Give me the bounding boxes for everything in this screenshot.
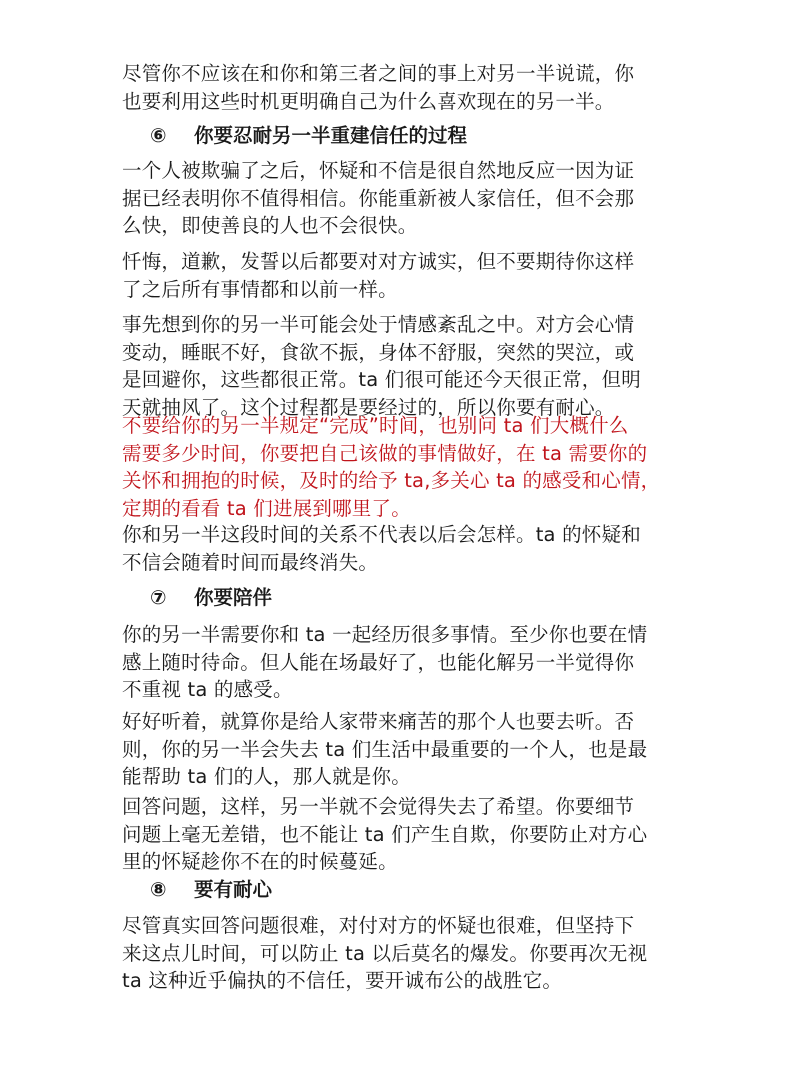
paragraph-trust-rebuild [122, 157, 682, 240]
text-line: 不信会随着时间而最终消失。 [122, 550, 379, 574]
text-line: 需要多少时间，你要把自己该做的事情做好，在 ta 需要你的 [122, 441, 648, 465]
section-number: ⑧ [150, 878, 167, 901]
text-line: 也要利用这些时机更明确自己为什么喜欢现在的另一半。 [122, 89, 615, 113]
section-title: 你要忍耐另一半重建信任的过程 [194, 124, 468, 147]
text-line: 忏悔，道歉，发誓以后都要对对方诚实，但不要期待你这样 [122, 250, 635, 273]
section-title: 要有耐心 [194, 878, 273, 901]
paragraph-accompany [122, 621, 682, 704]
text-line: 你的另一半需要你和 ta 一起经历很多事情。至少你也要在情 [122, 623, 648, 646]
text-line: 好好听着，就算你是给人家带来痛苦的那个人也要去听。否 [122, 710, 635, 733]
paragraph-relationship [122, 521, 682, 576]
text-line: 么快，即使善良的人也不会很快。 [122, 214, 418, 237]
section-heading-7 [150, 584, 272, 612]
text-line: 尽管你不应该在和你和第三者之间的事上对另一半说谎，你 [122, 62, 635, 85]
text-line: 变动，睡眠不好，食欲不振，身体不舒服，突然的哭泣，或 [122, 340, 635, 364]
text-line: 定期的看看 ta 们进展到哪里了。 [122, 496, 411, 520]
section-title: 你要陪伴 [194, 586, 273, 609]
paragraph-emotional-turmoil [122, 311, 682, 421]
text-line: 是回避你，这些都很正常。ta 们很可能还今天很正常，但明 [122, 368, 641, 391]
text-line: 事先想到你的另一半可能会处于情感紊乱之中。对方会心情 [122, 313, 635, 336]
text-line: ta 这种近乎偏执的不信任，要开诚布公的战胜它。 [122, 969, 563, 992]
text-line: 了之后所有事情都和以前一样。 [122, 277, 398, 301]
text-line: 据已经表明你不值得相信。你能重新被人家信任，但不会那 [122, 186, 635, 210]
text-line: 不要给你的另一半规定“完成”时间，也别问 ta 们大概什么 [122, 414, 629, 437]
paragraph-highlight-red [122, 412, 682, 522]
paragraph-listen [122, 708, 682, 791]
text-line: 里的怀疑趁你不在的时候蔓延。 [122, 850, 398, 873]
text-line: 你和另一半这段时间的关系不代表以后会怎样。ta 的怀疑和 [122, 523, 641, 546]
text-line: 尽管真实回答问题很难，对付对方的怀疑也很难，但坚持下 [122, 914, 635, 937]
paragraph-repent [122, 248, 682, 303]
paragraph-intro [122, 60, 682, 115]
text-line: 问题上毫无差错，也不能让 ta 们产生自欺，你要防止对方心 [122, 822, 648, 846]
text-line: 天就抽风了。这个过程都是要经过的，所以你要有耐心。 [122, 395, 615, 419]
text-line: 能帮助 ta 们的人，那人就是你。 [122, 765, 411, 788]
paragraph-answer-questions [122, 793, 682, 876]
text-line: 关怀和拥抱的时候，及时的给予 ta,多关心 ta 的感受和心情， [122, 469, 661, 492]
section-number: ⑥ [150, 124, 167, 147]
text-line: 则，你的另一半会失去 ta 们生活中最重要的一个人，也是最 [122, 737, 648, 761]
text-line: 一个人被欺骗了之后，怀疑和不信是很自然地反应一因为证 [122, 159, 635, 182]
text-line: 感上随时待命。但人能在场最好了，也能化解另一半觉得你 [122, 650, 635, 674]
section-heading-8 [150, 876, 272, 904]
text-line: 来这点儿时间，可以防止 ta 以后莫名的爆发。你要再次无视 [122, 941, 648, 965]
section-heading-6 [150, 122, 467, 150]
text-line: 不重视 ta 的感受。 [122, 678, 293, 701]
paragraph-patience [122, 912, 682, 995]
text-line: 回答问题，这样，另一半就不会觉得失去了希望。你要细节 [122, 795, 635, 818]
section-number: ⑦ [150, 586, 167, 609]
